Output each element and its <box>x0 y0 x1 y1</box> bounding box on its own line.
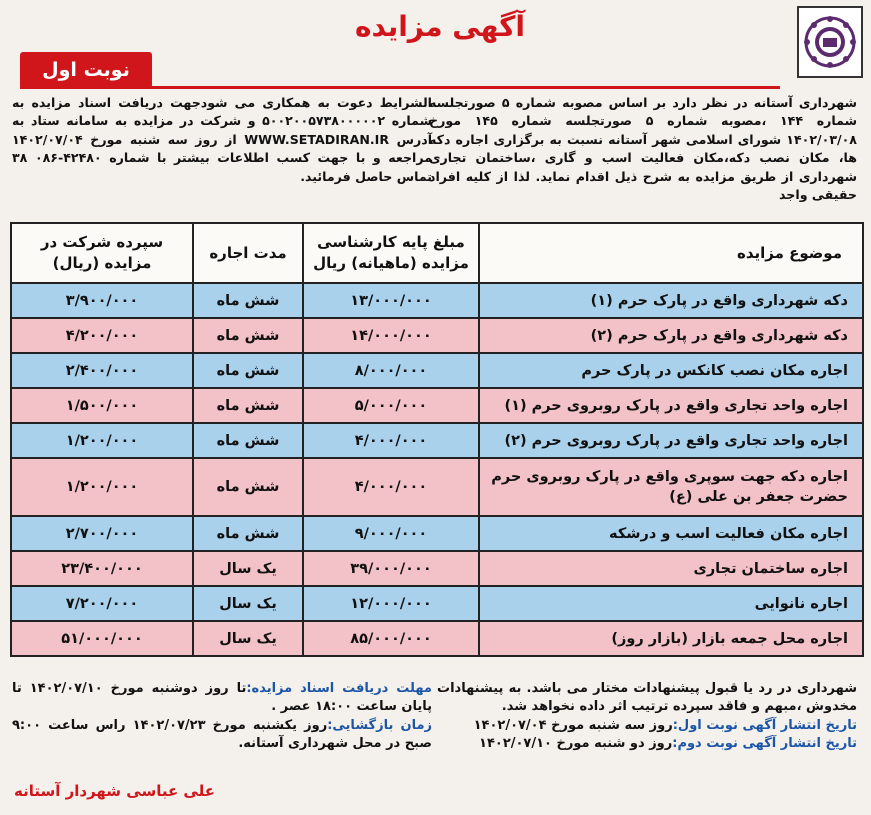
badge-divider <box>20 86 780 89</box>
opening-label: زمان بازگشایی: <box>327 717 432 733</box>
table-row <box>11 621 863 656</box>
row-base-price: ۸/۰۰۰/۰۰۰ <box>303 353 479 388</box>
row-deposit: ۱/۵۰۰/۰۰۰ <box>11 388 193 423</box>
row-deposit: ۱/۲۰۰/۰۰۰ <box>11 423 193 458</box>
municipality-emblem-icon <box>802 12 858 72</box>
row-subject: اجاره دکه جهت سوپری واقع در پارک روبروی حرم حضرت جعفر بن علی (ع) <box>479 458 863 516</box>
row-base-price: ۵/۰۰۰/۰۰۰ <box>303 388 479 423</box>
row-subject: اجاره ساختمان تجاری <box>479 551 863 586</box>
terms-text: شهرداری در رد یا قبول پیشنهادات مختار می باشد. به پیشنهادات مخدوش ،مبهم و فاقد سپرده ترتیب اثر داده نخواهد شد. <box>437 681 857 715</box>
notice-title: آگهی مزایده <box>354 10 525 43</box>
first-publication <box>437 717 857 735</box>
row-duration: شش ماه <box>193 353 303 388</box>
row-duration: شش ماه <box>193 318 303 353</box>
row-subject: اجاره مکان نصب کانکس در پارک حرم <box>479 353 863 388</box>
table-row <box>11 388 863 423</box>
row-base-price: ۸۵/۰۰۰/۰۰۰ <box>303 621 479 656</box>
table-row <box>11 318 863 353</box>
deadline-label: مهلت دریافت اسناد مزایده: <box>246 681 432 696</box>
row-duration: شش ماه <box>193 283 303 318</box>
auction-table <box>10 222 864 657</box>
municipality-logo <box>797 6 863 78</box>
row-deposit: ۲۳/۴۰۰/۰۰۰ <box>11 551 193 586</box>
table-row <box>11 551 863 586</box>
header-base-price: مبلغ پایه کارشناسی مزایده (ماهیانه) ریال <box>303 223 479 283</box>
row-base-price: ۳۹/۰۰۰/۰۰۰ <box>303 551 479 586</box>
footer-right <box>437 680 857 754</box>
header-duration: مدت اجاره <box>193 223 303 283</box>
pub2-value: روز دو شنبه مورخ ۱۴۰۲/۰۷/۱۰ <box>479 736 673 752</box>
row-duration: یک سال <box>193 586 303 621</box>
row-subject: دکه شهرداری واقع در پارک حرم (۱) <box>479 283 863 318</box>
row-deposit: ۴/۲۰۰/۰۰۰ <box>11 318 193 353</box>
row-deposit: ۱/۲۰۰/۰۰۰ <box>11 458 193 516</box>
row-duration: یک سال <box>193 551 303 586</box>
table-row <box>11 586 863 621</box>
row-deposit: ۵۱/۰۰۰/۰۰۰ <box>11 621 193 656</box>
row-subject: اجاره مکان فعالیت اسب و درشکه <box>479 516 863 551</box>
table-header-row <box>11 223 863 283</box>
row-base-price: ۱۳/۰۰۰/۰۰۰ <box>303 283 479 318</box>
table-row <box>11 283 863 318</box>
row-deposit: ۳/۹۰۰/۰۰۰ <box>11 283 193 318</box>
row-duration: یک سال <box>193 621 303 656</box>
table-row <box>11 516 863 551</box>
row-duration: شش ماه <box>193 458 303 516</box>
row-subject: اجاره واحد تجاری واقع در پارک روبروی حرم (۲) <box>479 423 863 458</box>
row-base-price: ۱۴/۰۰۰/۰۰۰ <box>303 318 479 353</box>
header-deposit: سپرده شرکت در مزایده (ریال) <box>11 223 193 283</box>
round-badge: نوبت اول <box>20 52 152 88</box>
row-deposit: ۲/۷۰۰/۰۰۰ <box>11 516 193 551</box>
pub2-label: تاریخ انتشار آگهی نوبت دوم: <box>672 736 857 752</box>
row-subject: اجاره محل جمعه بازار (بازار روز) <box>479 621 863 656</box>
intro-text-right: شهرداری آستانه در نظر دارد بر اساس مصوبه شماره ۵ صورتجلسه شماره ۱۴۴ ،مصوبه شماره ۵ صورتجلسه شماره ۱۴۵ مورخ ۱۴۰۲/۰۳/۰۸ شورای اسلامی شهر آستانه نسبت به برگزاری اجاره دکه ها، مکان نصب دکه،مکان فعالیت اسب و گاری ،ساختمان تجاری شهرداری از طریق مزایده به شرح ذیل اقدام نماید. لذا از کلیه افراد حقیقی واجد <box>429 95 857 203</box>
row-base-price: ۱۲/۰۰۰/۰۰۰ <box>303 586 479 621</box>
pub1-label: تاریخ انتشار آگهی نوبت اول: <box>672 717 857 733</box>
mayor-signature: علی عباسی شهردار آستانه <box>14 782 215 800</box>
row-deposit: ۷/۲۰۰/۰۰۰ <box>11 586 193 621</box>
row-base-price: ۹/۰۰۰/۰۰۰ <box>303 516 479 551</box>
pub1-value: روز سه شنبه مورخ ۱۴۰۲/۰۷/۰۴ <box>473 717 673 733</box>
row-duration: شش ماه <box>193 423 303 458</box>
row-duration: شش ماه <box>193 388 303 423</box>
header-subject: موضوع مزایده <box>479 223 863 283</box>
row-duration: شش ماه <box>193 516 303 551</box>
row-deposit: ۲/۴۰۰/۰۰۰ <box>11 353 193 388</box>
opening-value: روز یکشنبه مورخ ۱۴۰۲/۰۷/۲۳ راس ساعت ۹:۰۰ صبح در محل شهرداری آستانه. <box>12 717 432 752</box>
table-row <box>11 458 863 516</box>
second-publication <box>437 735 857 753</box>
row-subject: اجاره نانوایی <box>479 586 863 621</box>
row-base-price: ۴/۰۰۰/۰۰۰ <box>303 458 479 516</box>
intro-text-left: الشرایط دعوت به همکاری می شودجهت دریافت اسناد مزایده به شماره ۵۰۰۲۰۰۵۷۳۸۰۰۰۰۰۲ و شرکت در مزایده به سامانه ستاد به آدرس WWW.SETADIRAN.IR از روز سه شنبه مورخ ۱۴۰۲/۰۷/۰۴ مراجعه و با جهت کسب اطلاعات بیشتر با شماره ۴۲۴۸۰-۰۸۶ ۳۸ تماس حاصل فرمائید. <box>12 95 433 184</box>
row-base-price: ۴/۰۰۰/۰۰۰ <box>303 423 479 458</box>
row-subject: دکه شهرداری واقع در پارک حرم (۲) <box>479 318 863 353</box>
row-subject: اجاره واحد تجاری واقع در پارک روبروی حرم (۱) <box>479 388 863 423</box>
table-row <box>11 353 863 388</box>
footer-left <box>12 680 432 754</box>
table-row <box>11 423 863 458</box>
deadline-value: تا روز دوشنبه مورخ ۱۴۰۲/۰۷/۱۰ تا پایان ساعت ۱۸:۰۰ عصر . <box>12 681 432 715</box>
